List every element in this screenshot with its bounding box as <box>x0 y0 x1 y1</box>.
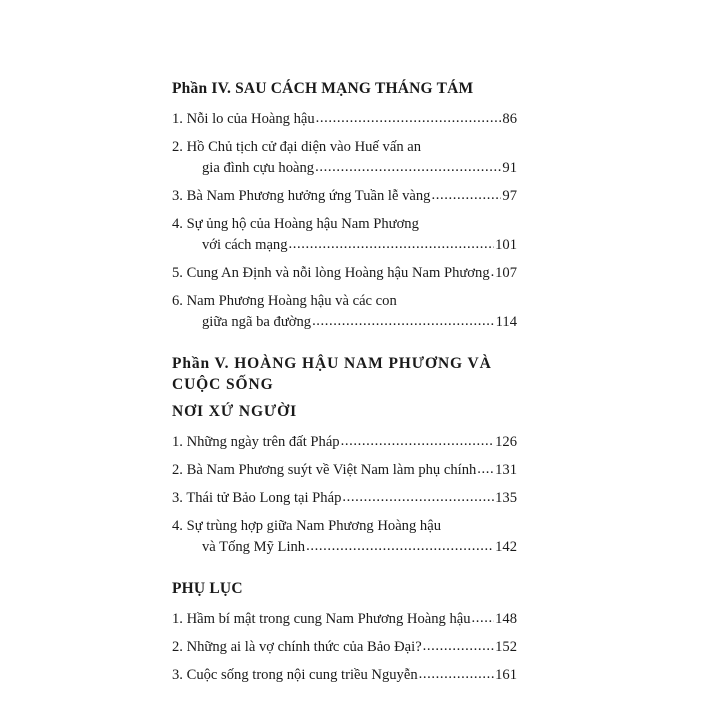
toc-entry <box>172 432 517 453</box>
dot-leader <box>431 185 501 206</box>
dot-leader <box>312 311 495 332</box>
page-number: 101 <box>495 237 517 253</box>
page-number: 142 <box>495 539 517 555</box>
section-title-line: NƠI XỨ NGƯỜI <box>172 403 298 420</box>
entry-title-continuation: và Tống Mỹ Linh <box>202 539 306 555</box>
toc-entry <box>172 137 517 179</box>
toc-entry <box>172 214 517 256</box>
page-number: 126 <box>495 434 517 450</box>
entry-title-continuation: giữa ngã ba đường <box>202 314 312 330</box>
toc-entry <box>172 488 517 509</box>
entry-title: 5. Cung An Định và nỗi lòng Hoàng hậu Nam Phương <box>172 265 490 281</box>
page-number: 114 <box>495 314 517 330</box>
entry-title: 2. Những ai là vợ chính thức của Bảo Đại? <box>172 639 422 655</box>
toc-entry <box>172 263 517 284</box>
table-of-contents <box>172 78 517 686</box>
toc-entry <box>172 186 517 207</box>
dot-leader <box>316 108 502 129</box>
entry-title-continuation: gia đình cựu hoàng <box>202 160 315 176</box>
section-title-line: Phần V. HOÀNG HẬU NAM PHƯƠNG VÀ CUỘC SỐNG <box>172 355 492 393</box>
page-number: 91 <box>502 160 517 176</box>
entry-title: 1. Nỗi lo của Hoàng hậu <box>172 111 315 127</box>
section-title-appendix: PHỤ LỤC <box>172 580 243 597</box>
dot-leader <box>341 431 495 452</box>
entry-title: 2. Hồ Chủ tịch cử đại diện vào Huế vấn an <box>172 139 422 155</box>
entry-title: 4. Sự ủng hộ của Hoàng hậu Nam Phương <box>172 216 419 232</box>
entry-title-continuation: với cách mạng <box>202 237 288 253</box>
entry-title: 1. Những ngày trên đất Pháp <box>172 434 340 450</box>
toc-entry <box>172 637 517 658</box>
entry-title: 1. Hầm bí mật trong cung Nam Phương Hoàng hậu <box>172 611 471 627</box>
entry-title: 6. Nam Phương Hoàng hậu và các con <box>172 293 397 309</box>
toc-entry <box>172 665 517 686</box>
toc-entry <box>172 609 517 630</box>
page-number: 135 <box>495 490 517 506</box>
page-number: 107 <box>495 265 517 281</box>
page-number: 148 <box>495 611 517 627</box>
page-number: 97 <box>502 188 517 204</box>
toc-entry <box>172 291 517 333</box>
page-number: 131 <box>495 462 517 478</box>
toc-entry <box>172 516 517 558</box>
toc-entry <box>172 460 517 481</box>
page-number: 86 <box>502 111 517 127</box>
dot-leader <box>342 487 494 508</box>
entry-title: 4. Sự trùng hợp giữa Nam Phương Hoàng hậu <box>172 518 441 534</box>
page-number: 152 <box>495 639 517 655</box>
dot-leader <box>419 664 494 685</box>
dot-leader <box>315 157 501 178</box>
section-title-part-5 <box>172 353 517 422</box>
dot-leader <box>423 636 494 657</box>
page-number: 161 <box>495 667 517 683</box>
dot-leader <box>472 608 495 629</box>
entry-title: 2. Bà Nam Phương suýt về Việt Nam làm phụ chính <box>172 462 477 478</box>
dot-leader <box>477 459 494 480</box>
dot-leader <box>289 234 495 255</box>
entry-title: 3. Thái tử Bảo Long tại Pháp <box>172 490 342 506</box>
section-title-part-4: Phần IV. SAU CÁCH MẠNG THÁNG TÁM <box>172 80 474 97</box>
dot-leader <box>491 262 494 283</box>
entry-title: 3. Cuộc sống trong nội cung triều Nguyễn <box>172 667 418 683</box>
toc-entry <box>172 109 517 130</box>
entry-title: 3. Bà Nam Phương hưởng ứng Tuần lễ vàng <box>172 188 431 204</box>
dot-leader <box>306 536 494 557</box>
